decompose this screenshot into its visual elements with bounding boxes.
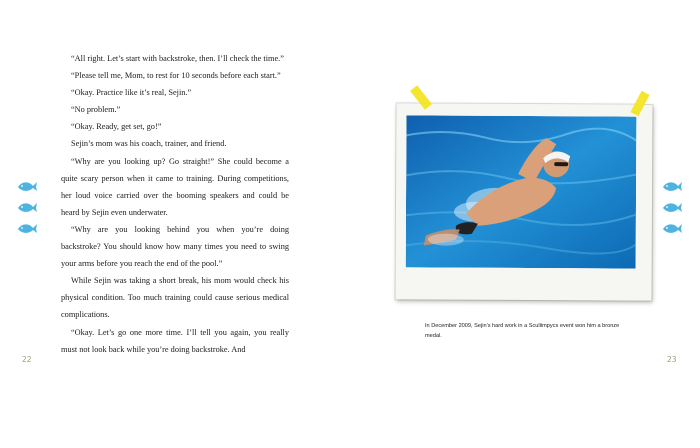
fish-icon — [16, 222, 38, 235]
swimmer-photo-illustration — [406, 115, 637, 268]
swimmer-photo — [406, 115, 637, 268]
fish-icon — [16, 201, 38, 214]
fish-decoration-left — [16, 180, 38, 243]
fish-icon — [661, 222, 683, 235]
paragraph: “No problem.” — [71, 105, 121, 115]
photo-caption: In December 2009, Sejin’s hard work in a Scullimpycs event won him a bronze medal. — [425, 323, 620, 339]
paragraph: While Sejin was taking a short break, his mom would check his physical condition. Too much training could cause serious medical complications. — [61, 276, 289, 320]
photo-frame — [395, 103, 652, 300]
story-text — [61, 50, 289, 358]
paragraph: Sejin’s mom was his coach, trainer, and friend. — [71, 139, 227, 149]
fish-icon — [16, 180, 38, 193]
paragraph: “Why are you looking behind you when you’re doing backstroke? You should know how many times you need to swing your arms before you reach the end of the pool.” — [61, 224, 289, 269]
fish-decoration-right — [661, 180, 683, 243]
page-number-right: 23 — [667, 355, 677, 364]
paragraph: “Okay. Practice like it’s real, Sejin.” — [71, 88, 192, 98]
paragraph: “Please tell me, Mom, to rest for 10 seconds before each start.” — [71, 71, 281, 81]
fish-icon — [661, 180, 683, 193]
paragraph: “Okay. Let’s go one more time. I’ll tell you again, you really must not look back while you’re doing backstroke. And — [61, 327, 289, 354]
paragraph: “All right. Let’s start with backstroke, then. I’ll check the time.” — [71, 54, 284, 63]
paragraph: “Why are you looking up? Go straight!” She could become a quite scary person when it came to training. During competitions, her loud voice carried over the booming speakers and could be heard by Sejin even underwater. — [61, 156, 289, 217]
paragraph: “Okay. Ready, get set, go!” — [71, 122, 162, 132]
fish-icon — [661, 201, 683, 214]
page-number-left: 22 — [22, 355, 32, 364]
